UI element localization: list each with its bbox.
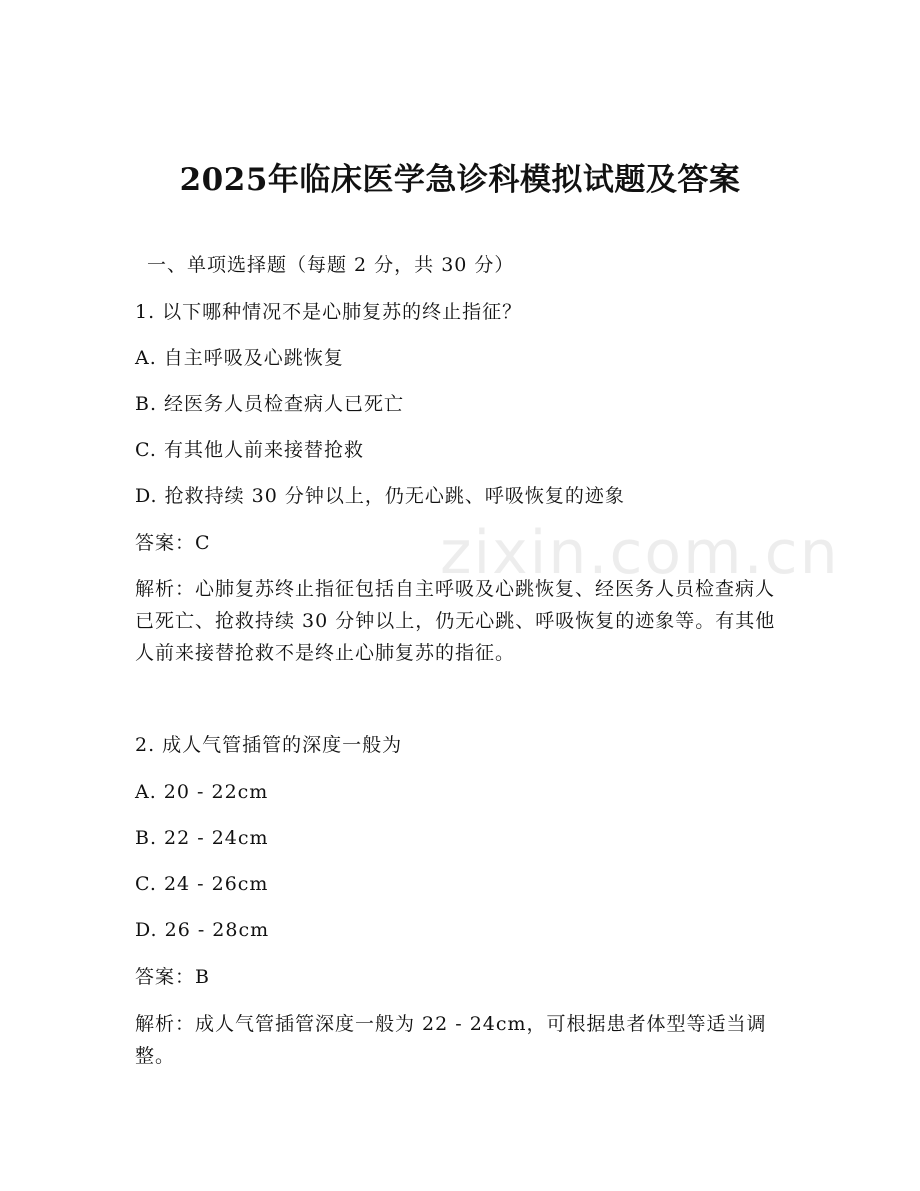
question-2-option-c: C. 24 - 26cm	[135, 873, 269, 895]
section-heading: 一、单项选择题（每题 2 分，共 30 分）	[147, 254, 515, 276]
question-1-option-d: D. 抢救持续 30 分钟以上，仍无心跳、呼吸恢复的迹象	[135, 485, 625, 507]
question-1-stem: 1. 以下哪种情况不是心肺复苏的终止指征？	[135, 301, 523, 323]
question-1-explanation: 解析：心肺复苏终止指征包括自主呼吸及心跳恢复、经医务人员检查病人已死亡、抢救持续 30 分钟以上，仍无心跳、呼吸恢复的迹象等。有其他人前来接替抢救不是终止心肺复苏的指征。	[135, 578, 776, 664]
question-2-stem: 2. 成人气管插管的深度一般为	[135, 734, 403, 756]
question-2-answer: 答案：B	[135, 966, 210, 988]
document-title: 2025年临床医学急诊科模拟试题及答案	[179, 162, 741, 198]
question-2-option-a: A. 20 - 22cm	[135, 781, 269, 803]
question-1-option-a: A. 自主呼吸及心跳恢复	[135, 347, 344, 369]
question-2-explanation: 解析：成人气管插管深度一般为 22 - 24cm，可根据患者体型等适当调整。	[135, 1013, 767, 1067]
question-2-option-b: B. 22 - 24cm	[135, 827, 269, 849]
question-1-option-c: C. 有其他人前来接替抢救	[135, 439, 364, 461]
watermark: zixin.com.cn	[440, 518, 840, 588]
question-1-option-b: B. 经医务人员检查病人已死亡	[135, 393, 405, 415]
question-1-answer: 答案：C	[135, 532, 211, 554]
question-2-option-d: D. 26 - 28cm	[135, 919, 270, 941]
